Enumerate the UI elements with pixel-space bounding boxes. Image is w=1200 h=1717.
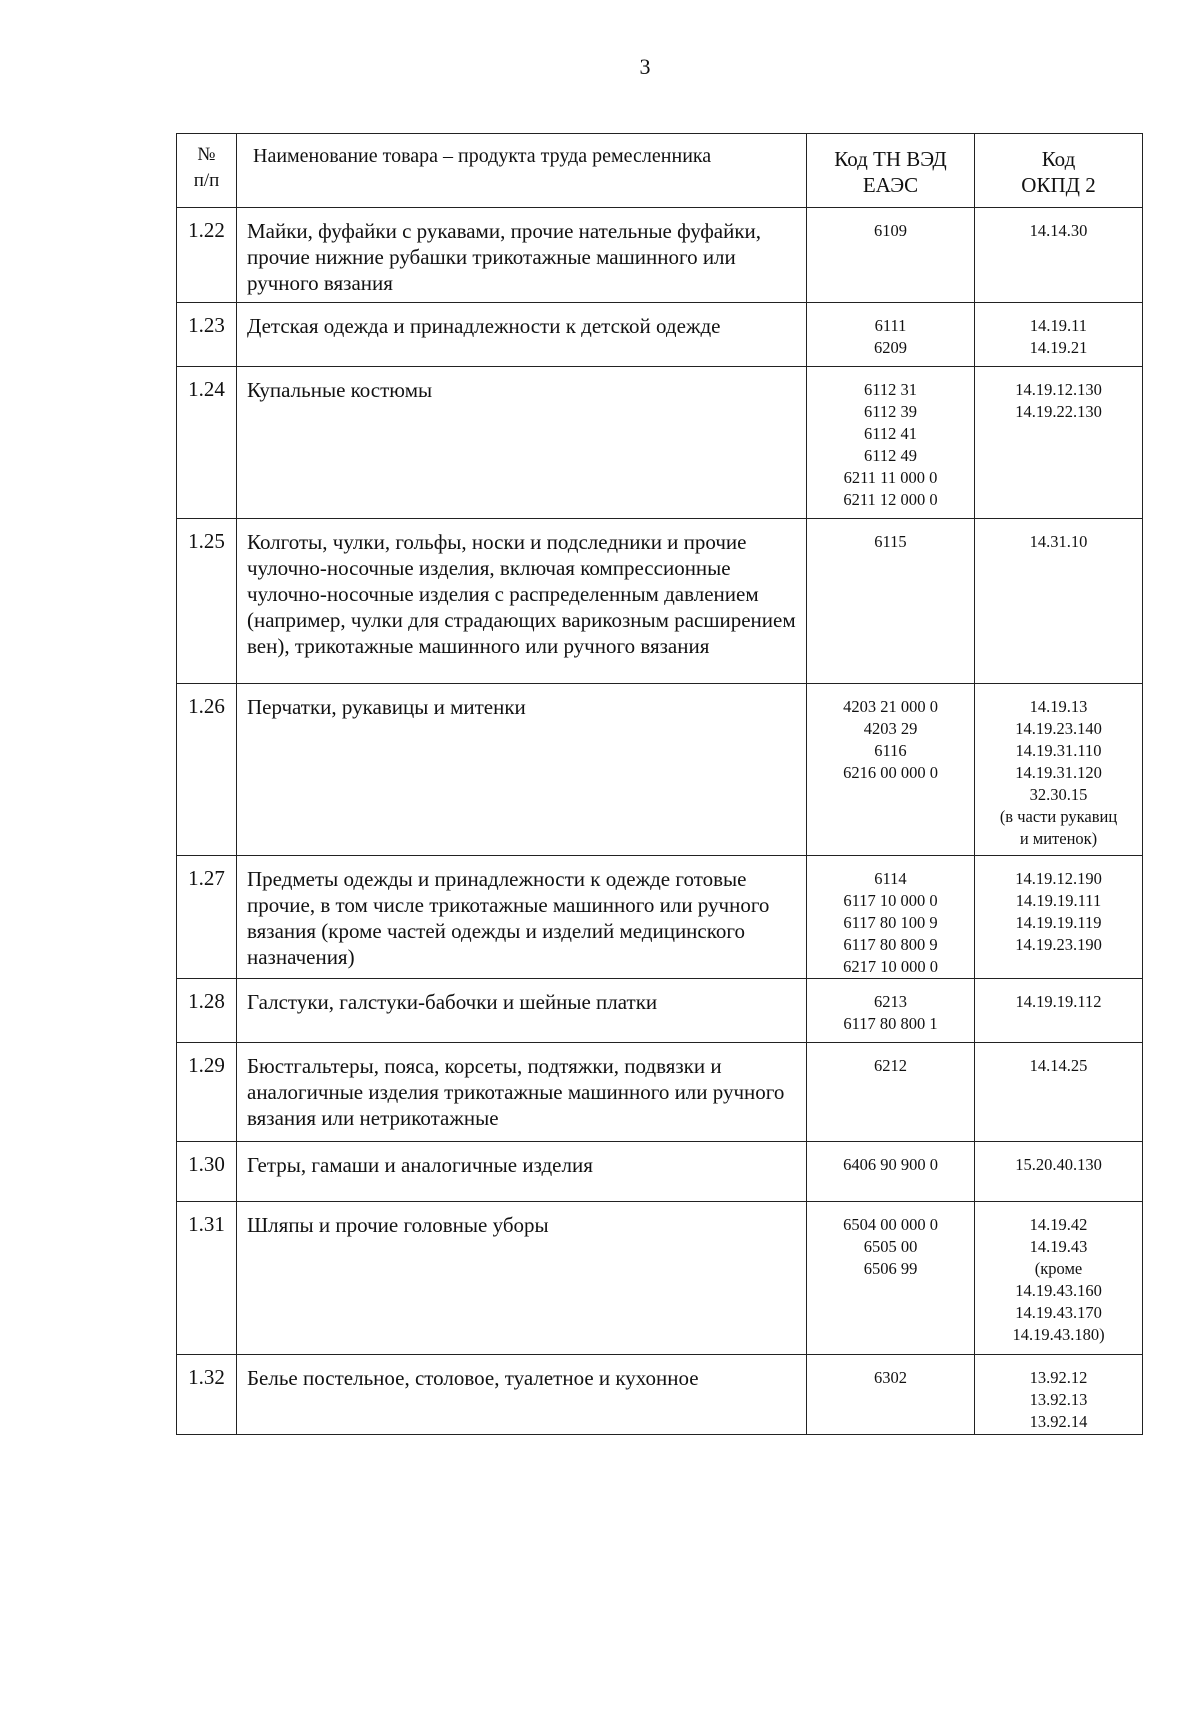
product-name: Галстуки, галстуки-бабочки и шейные платки (237, 979, 807, 1043)
table-row (177, 367, 1143, 519)
okpd-codes (975, 519, 1143, 684)
okpd-code: и митенок) (1019, 829, 1098, 848)
okpd-codes (975, 303, 1143, 367)
okpd-codes (975, 1355, 1143, 1435)
okpd-code: 14.19.31.110 (1015, 741, 1102, 760)
tn-ved-codes (807, 979, 975, 1043)
tn-ved-codes (807, 208, 975, 303)
tn-ved-codes (807, 684, 975, 856)
row-number: 1.22 (177, 208, 237, 303)
product-name: Шляпы и прочие головные уборы (237, 1202, 807, 1355)
table-row (177, 979, 1143, 1043)
product-name: Перчатки, рукавицы и митенки (237, 684, 807, 856)
tn-ved-code: 6506 99 (863, 1259, 918, 1278)
header-tn-ved (807, 134, 975, 208)
tn-ved-code: 6406 90 900 0 (843, 1155, 938, 1174)
page-number: 3 (639, 54, 651, 79)
okpd-code: 14.14.25 (1029, 1056, 1088, 1075)
okpd-code: 14.19.12.130 (1015, 380, 1102, 399)
tn-ved-code: 6115 (874, 532, 907, 551)
tn-ved-code: 6112 41 (863, 424, 917, 443)
header-number-line: п/п (193, 170, 220, 191)
tn-ved-code: 6504 00 000 0 (843, 1215, 938, 1234)
row-number: 1.31 (177, 1202, 237, 1355)
tn-ved-code: 6116 (874, 741, 907, 760)
row-number: 1.27 (177, 856, 237, 979)
tn-ved-codes (807, 1202, 975, 1355)
header-number-line: № (197, 144, 216, 165)
tn-ved-code: 6211 12 000 0 (843, 490, 938, 509)
okpd-code: 14.19.31.120 (1015, 763, 1102, 782)
okpd-codes (975, 1142, 1143, 1202)
okpd-codes (975, 1202, 1143, 1355)
table-row (177, 1202, 1143, 1355)
header-name: Наименование товара – продукта труда ремесленника (237, 134, 807, 208)
row-number: 1.26 (177, 684, 237, 856)
okpd-code: 13.92.12 (1029, 1368, 1088, 1387)
okpd-code: 14.31.10 (1029, 532, 1088, 551)
tn-ved-codes (807, 519, 975, 684)
row-number: 1.29 (177, 1043, 237, 1142)
table-row (177, 684, 1143, 856)
header-okpd-line: Код (1041, 147, 1076, 171)
header-okpd (975, 134, 1143, 208)
product-name: Купальные костюмы (237, 367, 807, 519)
tn-ved-code: 6213 (874, 992, 907, 1011)
header-tn-ved-line: ЕАЭС (862, 173, 919, 197)
tn-ved-code: 6209 (874, 338, 907, 357)
okpd-code: 14.19.42 (1029, 1215, 1088, 1234)
product-name: Белье постельное, столовое, туалетное и кухонное (237, 1355, 807, 1435)
header-tn-ved-line: Код ТН ВЭД (834, 147, 947, 171)
table-row (177, 303, 1143, 367)
okpd-codes (975, 367, 1143, 519)
okpd-code: (кроме (1034, 1259, 1083, 1278)
okpd-codes (975, 1043, 1143, 1142)
tn-ved-code: 6117 80 800 1 (843, 1014, 938, 1033)
okpd-code: 14.19.19.112 (1015, 992, 1102, 1011)
tn-ved-code: 6302 (874, 1368, 907, 1387)
okpd-code: 13.92.14 (1029, 1412, 1088, 1431)
okpd-code: (в части рукавиц (999, 807, 1118, 826)
tn-ved-code: 6109 (874, 221, 907, 240)
table-row (177, 1355, 1143, 1435)
okpd-code: 14.19.13 (1029, 697, 1088, 716)
okpd-code: 14.19.23.190 (1015, 935, 1102, 954)
row-number: 1.23 (177, 303, 237, 367)
okpd-codes (975, 208, 1143, 303)
header-number (177, 134, 237, 208)
okpd-code: 14.19.43 (1029, 1237, 1088, 1256)
tn-ved-code: 6217 10 000 0 (843, 957, 938, 976)
table-row (177, 1043, 1143, 1142)
okpd-codes (975, 856, 1143, 979)
table-row (177, 208, 1143, 303)
tn-ved-code: 6112 31 (863, 380, 917, 399)
okpd-codes (975, 684, 1143, 856)
tn-ved-code: 6212 (874, 1056, 907, 1075)
table-header-row (177, 134, 1143, 208)
product-name: Майки, фуфайки с рукавами, прочие нательные фуфайки, прочие нижние рубашки трикотажные машинного или ручного вязания (237, 208, 807, 303)
goods-table (176, 133, 1143, 1435)
header-okpd-line: ОКПД 2 (1021, 173, 1096, 197)
okpd-code: 15.20.40.130 (1015, 1155, 1102, 1174)
product-name: Предметы одежды и принадлежности к одежде готовые прочие, в том числе трикотажные машинного или ручного вязания (кроме частей одежды и изделий медицинского назначения) (237, 856, 807, 979)
row-number: 1.30 (177, 1142, 237, 1202)
okpd-code: 14.19.43.170 (1015, 1303, 1102, 1322)
okpd-code: 14.19.19.111 (1015, 891, 1102, 910)
okpd-code: 14.19.43.180) (1012, 1325, 1105, 1344)
okpd-code: 32.30.15 (1029, 785, 1088, 804)
table-row (177, 1142, 1143, 1202)
row-number: 1.25 (177, 519, 237, 684)
okpd-code: 14.14.30 (1029, 221, 1088, 240)
okpd-code: 14.19.23.140 (1015, 719, 1102, 738)
tn-ved-code: 6111 (874, 316, 907, 335)
tn-ved-codes (807, 303, 975, 367)
product-name: Колготы, чулки, гольфы, носки и подследники и прочие чулочно-носочные изделия, включая компрессионные чулочно-носочные изделия с распределенным давлением (например, чулки для страдающих варикозным расширением вен), трикотажные машинного или ручного вязания (237, 519, 807, 684)
okpd-code: 14.19.19.119 (1015, 913, 1102, 932)
product-name: Бюстгальтеры, пояса, корсеты, подтяжки, подвязки и аналогичные изделия трикотажные машинного или ручного вязания или нетрикотажные (237, 1043, 807, 1142)
tn-ved-code: 6114 (874, 869, 907, 888)
okpd-code: 13.92.13 (1029, 1390, 1088, 1409)
tn-ved-codes (807, 367, 975, 519)
product-name: Детская одежда и принадлежности к детской одежде (237, 303, 807, 367)
tn-ved-codes (807, 1142, 975, 1202)
tn-ved-codes (807, 1355, 975, 1435)
tn-ved-code: 6112 39 (863, 402, 917, 421)
tn-ved-code: 6505 00 (863, 1237, 918, 1256)
tn-ved-code: 6117 80 800 9 (843, 935, 938, 954)
tn-ved-code: 6216 00 000 0 (843, 763, 938, 782)
product-name: Гетры, гамаши и аналогичные изделия (237, 1142, 807, 1202)
tn-ved-code: 6117 80 100 9 (843, 913, 938, 932)
tn-ved-code: 6112 49 (863, 446, 917, 465)
okpd-code: 14.19.21 (1029, 338, 1088, 357)
okpd-codes (975, 979, 1143, 1043)
okpd-code: 14.19.22.130 (1015, 402, 1102, 421)
row-number: 1.28 (177, 979, 237, 1043)
tn-ved-code: 6211 11 000 0 (843, 468, 938, 487)
okpd-code: 14.19.12.190 (1015, 869, 1102, 888)
tn-ved-codes (807, 856, 975, 979)
table-row (177, 856, 1143, 979)
okpd-code: 14.19.11 (1029, 316, 1088, 335)
row-number: 1.32 (177, 1355, 237, 1435)
tn-ved-codes (807, 1043, 975, 1142)
tn-ved-code: 4203 29 (863, 719, 918, 738)
tn-ved-code: 4203 21 000 0 (843, 697, 938, 716)
table-row (177, 519, 1143, 684)
okpd-code: 14.19.43.160 (1015, 1281, 1102, 1300)
row-number: 1.24 (177, 367, 237, 519)
tn-ved-code: 6117 10 000 0 (843, 891, 938, 910)
